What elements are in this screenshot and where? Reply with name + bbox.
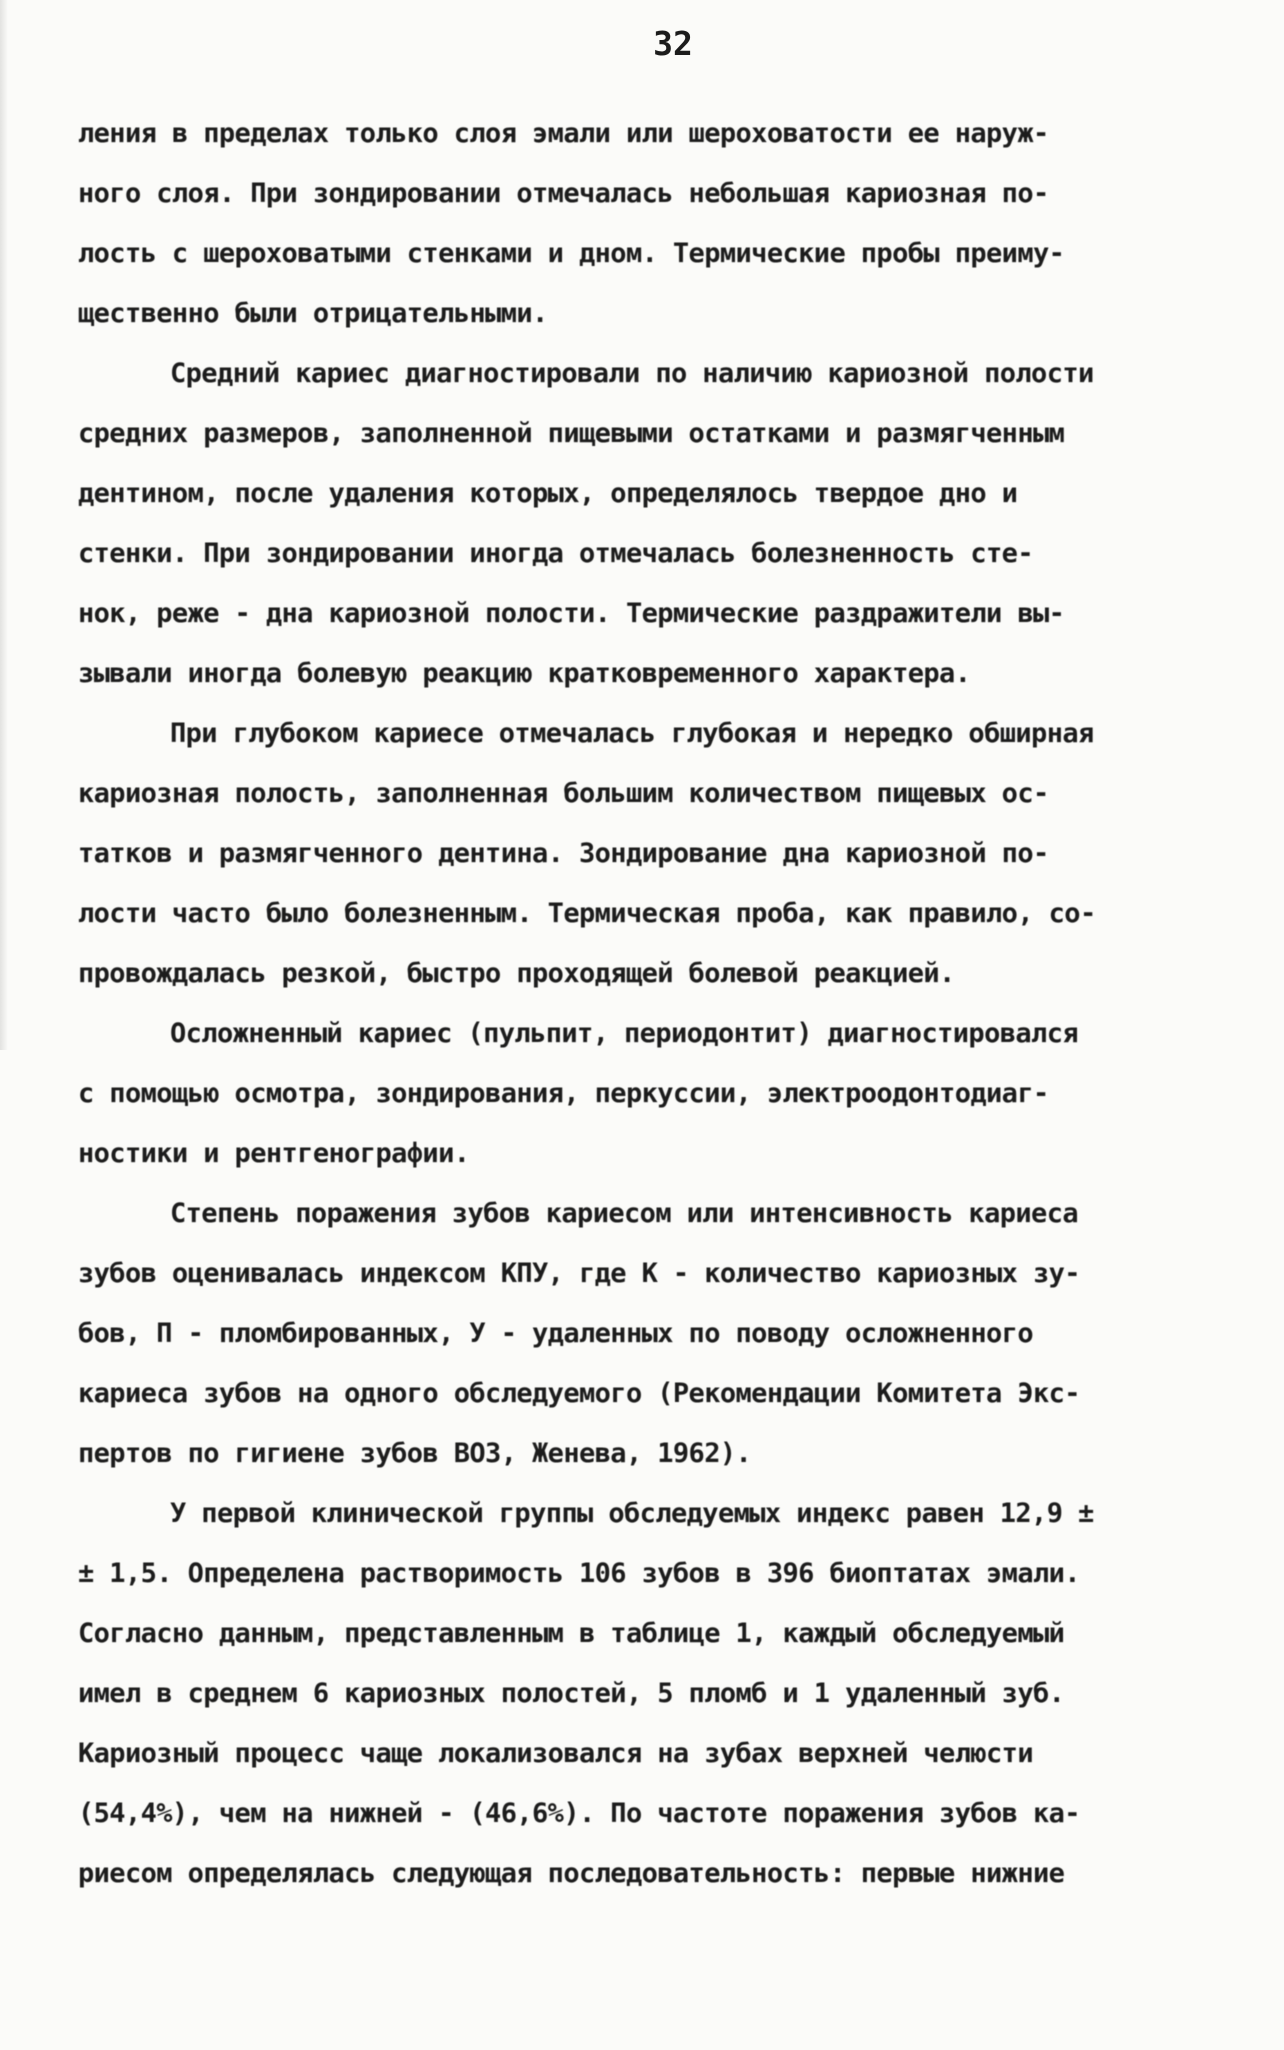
text-line: лость с шероховатыми стенками и дном. Термические пробы преиму- — [78, 238, 1065, 269]
text-line: пертов по гигиене зубов ВОЗ, Женева, 1962). — [78, 1438, 752, 1469]
page-number: 32 — [653, 24, 693, 63]
text-line: При глубоком кариесе отмечалась глубокая и нередко обширная — [170, 718, 1094, 749]
text-line: провождалась резкой, быстро проходящей болевой реакцией. — [78, 958, 955, 989]
body-text — [78, 104, 1258, 1904]
text-line: Кариозный процесс чаще локализовался на зубах верхней челюсти — [78, 1738, 1033, 1769]
text-line: дентином, после удаления которых, определялось твердое дно и — [78, 478, 1018, 509]
text-line: Осложненный кариес (пульпит, периодонтит) диагностировался — [170, 1018, 1079, 1049]
text-line: нок, реже - дна кариозной полости. Термические раздражители вы- — [78, 598, 1065, 629]
text-line: Средний кариес диагностировали по наличию кариозной полости — [170, 358, 1094, 389]
text-line: (54,4%), чем на нижней - (46,6%). По частоте поражения зубов ка- — [78, 1798, 1080, 1829]
text-line: Степень поражения зубов кариесом или интенсивность кариеса — [170, 1198, 1079, 1229]
text-line: ± 1,5. Определена растворимость 106 зубов в 396 биоптатах эмали. — [78, 1558, 1080, 1589]
text-line: стенки. При зондировании иногда отмечалась болезненность сте- — [78, 538, 1033, 569]
text-line: щественно были отрицательными. — [78, 298, 548, 329]
text-line: ностики и рентгенографии. — [78, 1138, 470, 1169]
text-line: зубов оценивалась индексом КПУ, где К - количество кариозных зу- — [78, 1258, 1080, 1289]
scan-edge-shadow — [0, 0, 8, 1050]
text-line: кариозная полость, заполненная большим количеством пищевых ос- — [78, 778, 1049, 809]
text-line: кариеса зубов на одного обследуемого (Рекомендации Комитета Экс- — [78, 1378, 1080, 1409]
text-line: Согласно данным, представленным в таблице 1, каждый обследуемый — [78, 1618, 1065, 1649]
text-line: У первой клинической группы обследуемых индекс равен 12,9 ± — [170, 1498, 1094, 1529]
text-line: зывали иногда болевую реакцию кратковременного характера. — [78, 658, 971, 689]
document-page — [78, 0, 1268, 2050]
text-line: бов, П - пломбированных, У - удаленных по поводу осложненного — [78, 1318, 1033, 1349]
text-line: лости часто было болезненным. Термическая проба, как правило, со- — [78, 898, 1096, 929]
text-line: ного слоя. При зондировании отмечалась небольшая кариозная по- — [78, 178, 1049, 209]
text-line: риесом определялась следующая последовательность: первые нижние — [78, 1858, 1065, 1889]
text-line: имел в среднем 6 кариозных полостей, 5 пломб и 1 удаленный зуб. — [78, 1678, 1065, 1709]
text-line: с помощью осмотра, зондирования, перкуссии, электроодонтодиаг- — [78, 1078, 1049, 1109]
text-line: татков и размягченного дентина. Зондирование дна кариозной по- — [78, 838, 1049, 869]
text-line: ления в пределах только слоя эмали или шероховатости ее наруж- — [78, 118, 1049, 149]
text-line: средних размеров, заполненной пищевыми остатками и размягченным — [78, 418, 1065, 449]
